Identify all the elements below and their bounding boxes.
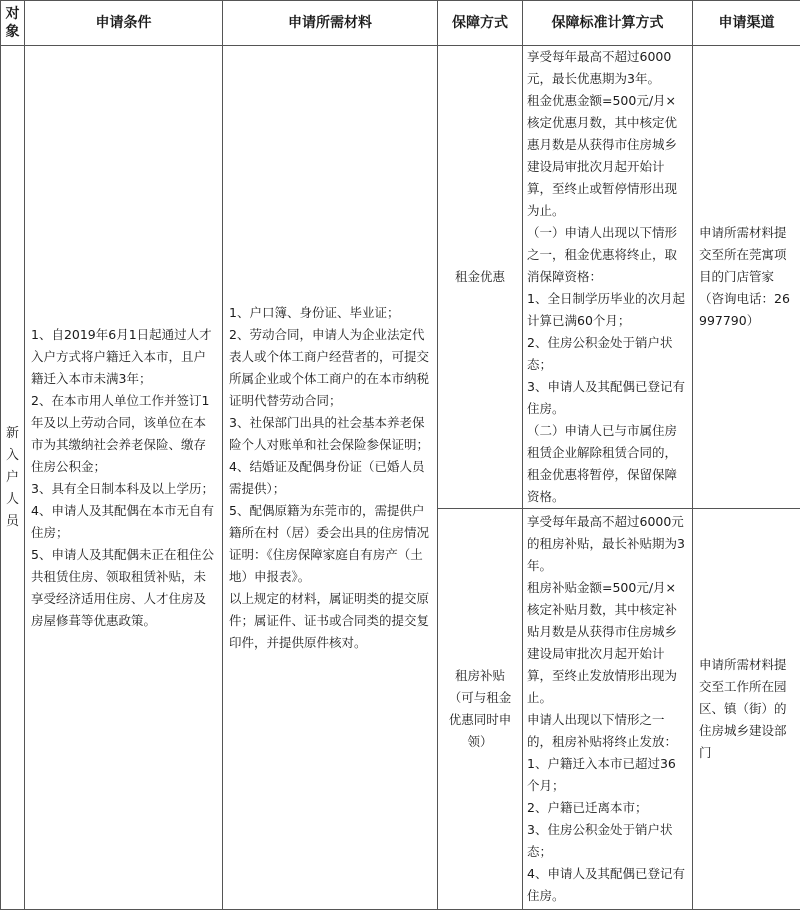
header-method: 保障方式 [438, 1, 523, 46]
channel-rent-discount: 申请所需材料提交至所在莞寓项目的门店管家（咨询电话：26997790） [693, 222, 800, 332]
standard-rent-discount: 享受每年最高不超过6000元，最长优惠期为3年。 租金优惠金额=500元/月×核定优惠月数，其中核定优惠月数是从获得市住房城乡建设局审批次月起开始计算，至终止或暂停情形出现为止。 （一）申请人出现以下情形之一，租金优惠将终止，取消保障资格： 1、全日制学历毕业的次月起计算已满60个月； 2、住房公积金处于销户状态； 3、申请人及其配偶已登记有住房。 （二）申请人已与市属住房租赁企业解除租赁合同的，租金优惠将暂停，保留保障资格。 [523, 46, 692, 508]
channel-cell-rent-subsidy [693, 509, 800, 910]
method-rent-discount: 租金优惠 [438, 266, 522, 288]
standard-rent-subsidy: 享受每年最高不超过6000元的租房补贴，最长补贴期为3年。 租房补贴金额=500元/月×核定补贴月数，其中核定补贴月数是从获得市住房城乡建设局审批次月起开始计算，至终止发放情形出现为止。 申请人出现以下情形之一的，租房补贴将终止发放： 1、户籍迁入本市已超过36个月； 2、户籍已迁离本市； 3、住房公积金处于销户状态； 4、申请人及其配偶已登记有住房。 [523, 511, 692, 907]
header-materials: 申请所需材料 [223, 1, 438, 46]
method-cell-rent-discount [438, 46, 523, 509]
conditions-text: 1、自2019年6月1日起通过人才入户方式将户籍迁入本市，且户籍迁入本市未满3年； 2、在本市用人单位工作并签订1年及以上劳动合同，该单位在本市为其缴纳社会养老保险、缴存住房公积金； 3、具有全日制本科及以上学历； 4、申请人及其配偶在本市无自有住房； 5、申请人及其配偶未正在租住公共租赁住房、领取租赁补贴，未享受经济适用住房、人才住房及房屋修葺等优惠政策。 [25, 324, 222, 632]
method-cell-rent-subsidy [438, 509, 523, 910]
standard-cell-rent-discount [523, 46, 693, 509]
materials-cell [223, 46, 438, 910]
header-object: 对象 [1, 1, 25, 46]
object-cell [1, 46, 25, 910]
channel-cell-rent-discount [693, 46, 800, 509]
object-label: 新 入 户 人 员 [1, 423, 24, 533]
header-standard: 保障标准计算方式 [523, 1, 693, 46]
header-channel: 申请渠道 [693, 1, 800, 46]
standard-cell-rent-subsidy [523, 509, 693, 910]
header-conditions: 申请条件 [25, 1, 223, 46]
method-rent-subsidy: 租房补贴（可与租金优惠同时申领） [438, 665, 522, 753]
channel-rent-subsidy: 申请所需材料提交至工作所在园区、镇（街）的住房城乡建设部门 [693, 654, 800, 764]
materials-text: 1、户口簿、身份证、毕业证； 2、劳动合同，申请人为企业法定代表人或个体工商户经营者的，可提交所属企业或个体工商户的在本市纳税证明代替劳动合同； 3、社保部门出具的社会基本养老保险个人对账单和社会保险参保证明； 4、结婚证及配偶身份证（已婚人员需提供）； 5、配偶原籍为东莞市的，需提供户籍所在村（居）委会出具的住房情况证明：《住房保障家庭自有房产（土地）申报表》。 以上规定的材料，属证明类的提交原件；属证件、证书或合同类的提交复印件，并提供原件核对。 [223, 302, 437, 654]
header-row [1, 1, 800, 46]
table-row [1, 46, 800, 509]
conditions-cell [25, 46, 223, 910]
